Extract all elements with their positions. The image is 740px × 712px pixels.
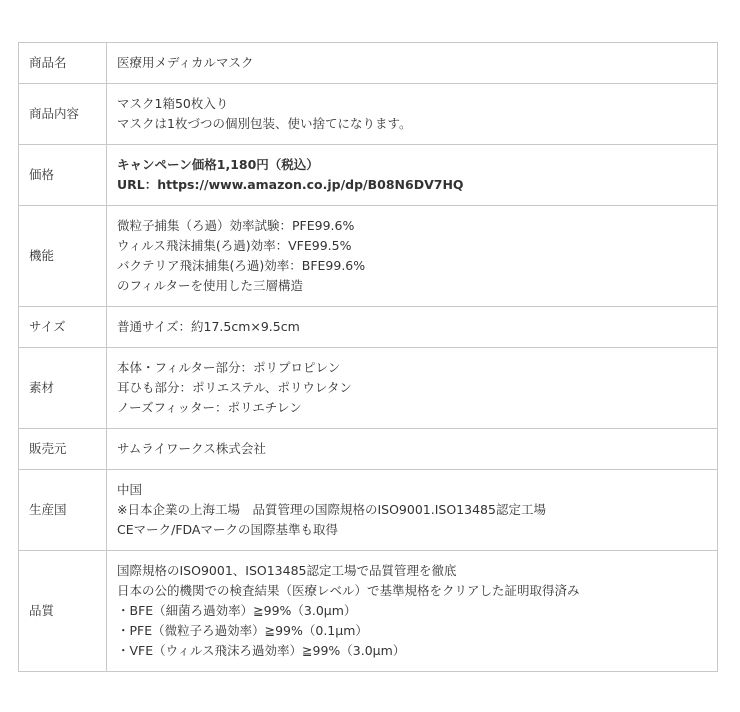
row-label: 価格 — [19, 145, 107, 206]
row-value — [107, 429, 718, 470]
row-value — [107, 84, 718, 145]
row-value — [107, 145, 718, 206]
table-row-quality — [19, 551, 718, 672]
product-url[interactable]: URL：https://www.amazon.co.jp/dp/B08N6DV7HQ — [117, 177, 464, 192]
row-label: 機能 — [19, 206, 107, 307]
row-value — [107, 206, 718, 307]
product-spec-table — [18, 42, 718, 672]
value-line: バクテリア飛沫捕集(ろ過)効率：BFE99.6% — [117, 258, 366, 273]
row-label: 生産国 — [19, 470, 107, 551]
value-line: 本体・フィルター部分：ポリプロピレン — [117, 360, 341, 375]
value-line: ・VFE（ウィルス飛沫ろ過効率）≧99%（3.0μm） — [117, 643, 406, 658]
value-line: 耳ひも部分：ポリエステル、ポリウレタン — [117, 380, 352, 395]
table-row-price — [19, 145, 718, 206]
value-line: マスク1箱50枚入り — [117, 96, 229, 111]
row-value — [107, 307, 718, 348]
row-value — [107, 470, 718, 551]
value-line: CEマーク/FDAマークの国際基準も取得 — [117, 522, 338, 537]
value-line: ノーズフィッター：ポリエチレン — [117, 400, 302, 415]
row-value — [107, 551, 718, 672]
row-label: サイズ — [19, 307, 107, 348]
row-value — [107, 43, 718, 84]
value-line: サムライワークス株式会社 — [117, 441, 266, 456]
value-line: 中国 — [117, 482, 143, 497]
value-line: 日本の公的機関での検査結果（医療レベル）で基準規格をクリアした証明取得済み — [117, 583, 580, 598]
table-row-function — [19, 206, 718, 307]
table-row-contents — [19, 84, 718, 145]
value-line: のフィルターを使用した三層構造 — [117, 278, 304, 293]
table-row-product-name — [19, 43, 718, 84]
row-label: 販売元 — [19, 429, 107, 470]
value-line: ・PFE（微粒子ろ過効率）≧99%（0.1μm） — [117, 623, 368, 638]
value-line: ウィルス飛沫捕集(ろ過)効率：VFE99.5% — [117, 238, 352, 253]
table-row-size — [19, 307, 718, 348]
value-line: 普通サイズ：約17.5cm×9.5cm — [117, 319, 300, 334]
value-line: マスクは1枚づつの個別包装、使い捨てになります。 — [117, 116, 412, 131]
value-line: 微粒子捕集（ろ過）効率試験：PFE99.6% — [117, 218, 355, 233]
value-line: ・BFE（細菌ろ過効率）≧99%（3.0μm） — [117, 603, 357, 618]
value-line: 国際規格のISO9001、ISO13485認定工場で品質管理を徹底 — [117, 563, 457, 578]
row-label: 品質 — [19, 551, 107, 672]
campaign-price: キャンペーン価格1,180円（税込） — [117, 157, 319, 172]
row-label: 商品内容 — [19, 84, 107, 145]
table-row-material — [19, 348, 718, 429]
value-line: ※日本企業の上海工場 品質管理の国際規格のISO9001.ISO13485認定工場 — [117, 502, 546, 517]
row-value — [107, 348, 718, 429]
table-row-origin — [19, 470, 718, 551]
value-line: 医療用メディカルマスク — [117, 55, 254, 70]
row-label: 素材 — [19, 348, 107, 429]
row-label: 商品名 — [19, 43, 107, 84]
table-row-seller — [19, 429, 718, 470]
